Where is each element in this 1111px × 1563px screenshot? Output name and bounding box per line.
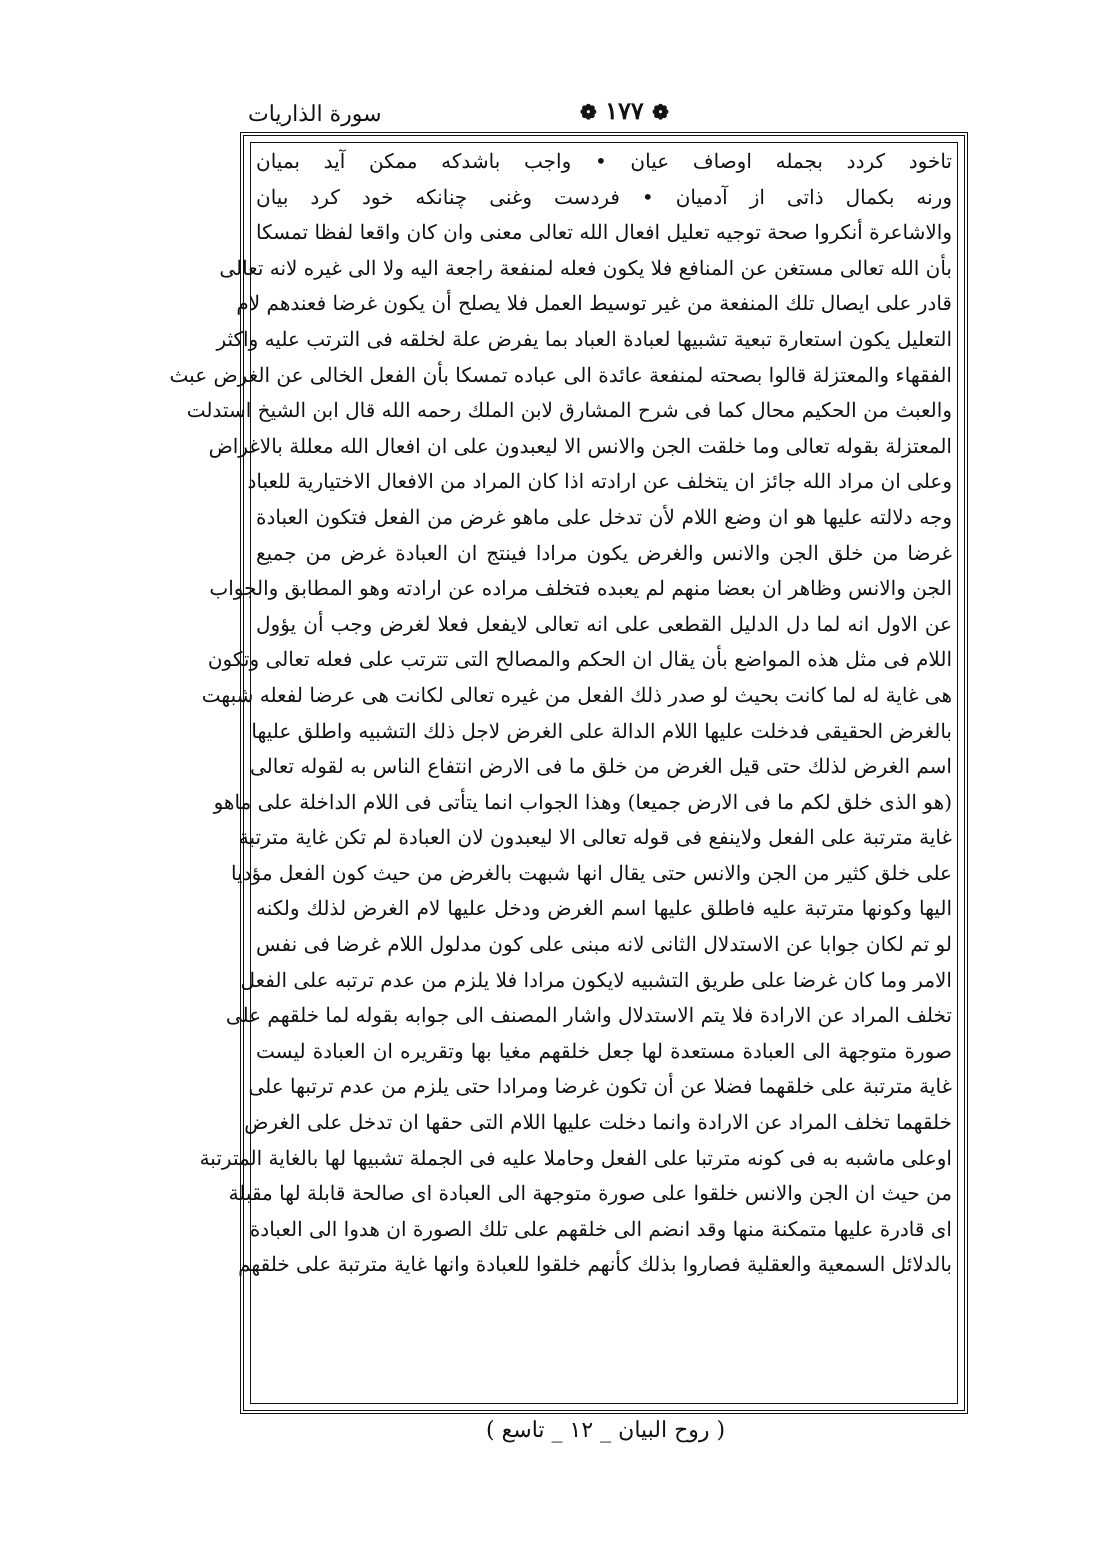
text-line: (هو الذى خلق لكم ما فى الارض جميعا) وهذا الجواب انما يتأتى فى اللام الداخلة على ماهو — [213, 789, 952, 814]
surah-title: سورة الذاريات — [248, 102, 382, 127]
text-line: على خلق كثير من الجن والانس حتى يقال انها شبهت بالغرض من حيث كون الفعل مؤديا — [230, 860, 952, 885]
text-line: اليها وكونها مترتبة عليه فاطلق عليها اسم الغرض ودخل عليها لام الغرض لذلك ولكنه — [256, 896, 952, 921]
poem-line: تاخود كردد بجمله اوصاف عيان • واجب باشدكه ممكن آيد بميان — [256, 149, 952, 173]
text-line: التعليل يكون استعارة تبعية تشبيها لعبادة العباد بما يفرض علة لخلقه فى الترتب عليه واكثر — [216, 326, 952, 351]
page-number-text: ١٧٧ — [605, 96, 644, 125]
text-line: الامر وما كان غرضا على طريق التشبيه لايكون مرادا فلا يلزم من عدم ترتبه على الفعل — [240, 967, 952, 992]
poem-block — [256, 144, 952, 215]
text-line: بأن الله تعالى مستغن عن المنافع فلا يكون فعله لمنفعة راجعة اليه ولا الى غيره لانه تعالى — [219, 255, 952, 280]
text-line: عن الاول انه لما دل الدليل القطعى على انه تعالى لايفعل فعلا لغرض وجب أن يؤول — [256, 611, 952, 636]
text-line: اى قادرة عليها متمكنة منها وقد انضم الى خلقهم على تلك الصورة ان هدوا الى العبادة — [249, 1216, 952, 1241]
text-line: اسم الغرض لذلك حتى قيل الغرض من خلق ما فى الارض انتفاع الناس به لقوله تعالى — [249, 754, 952, 779]
text-frame — [169, 132, 968, 1414]
text-line: لو تم لكان جوابا عن الاستدلال الثانى لانه مبنى على كون مدلول اللام غرضا فى نفس — [256, 932, 952, 957]
page-footer: ( روح البيان _ ١٢ _ تاسع ) — [486, 1418, 726, 1443]
text-line: هى غاية له لما كانت بحيث لو صدر ذلك الفعل من غيره تعالى لكانت هى عرضا لفعله شبهت — [201, 682, 952, 707]
text-line: من حيث ان الجن والانس خلقوا على صورة متوجهة الى العبادة اى صالحة قابلة لها مقبلة — [228, 1181, 952, 1206]
text-line: خلقهما تخلف المراد عن الارادة وانما دخلت عليها اللام التى حقها ان تدخل على الغرض — [244, 1110, 952, 1135]
text-line: الجن والانس وظاهر ان بعضا منهم لم يعبده فتخلف مراده عن ارادته وهو المطابق والجواب — [209, 576, 952, 601]
text-line: غرضا من خلق الجن والانس والغرض يكون مرادا فينتج ان العبادة غرض من جميع — [256, 540, 952, 565]
page-header — [240, 96, 970, 130]
text-line: غاية مترتبة على خلقهما فضلا عن أن تكون غرضا ومرادا حتى يلزم من عدم ترتبها على — [248, 1074, 952, 1099]
body-text — [169, 144, 952, 1283]
text-line: بالغرض الحقيقى فدخلت عليها اللام الدالة على الغرض لاجل ذلك التشبيه واطلق عليها — [251, 718, 952, 743]
text-line: تخلف المراد عن الارادة فلا يتم الاستدلال واشار المصنف الى جوابه بقوله لما خلقهم على — [225, 1003, 952, 1028]
text-line: صورة متوجهة الى العبادة مستعدة لها جعل خلقهم مغيا بها وتقريره ان العبادة ليست — [256, 1038, 952, 1063]
text-line: المعتزلة بقوله تعالى وما خلقت الجن والانس الا ليعبدون على ان افعال الله معللة بالاغراض — [208, 433, 952, 458]
text-line: غاية مترتبة على الفعل ولاينفع فى قوله تعالى الا ليعبدون لان العبادة لم تكن غاية مترتبة — [238, 825, 952, 850]
text-line: قادر على ايصال تلك المنفعة من غير توسيط العمل فلا يصلح أن يكون غرضا فعندهم لام — [236, 291, 952, 316]
prose-block — [169, 215, 952, 1283]
text-line: اللام فى مثل هذه المواضع بأن يقال ان الحكم والمصالح التى تترتب على فعله تعالى وتكون — [207, 647, 952, 672]
text-line: والاشاعرة أنكروا صحة توجيه تعليل افعال الله تعالى معنى وان كان واقعا لفظا تمسكا — [256, 220, 952, 245]
text-line: وعلى ان مراد الله جائز ان يتخلف عن ارادته اذا كان المراد من الافعال الاختيارية للعباد — [247, 469, 952, 494]
poem-line: ورنه بكمال ذاتى از آدميان • فردست وغنى چنانكه خود كرد بيان — [256, 184, 952, 209]
page-number — [580, 96, 669, 125]
text-line: والعبث من الحكيم محال كما فى شرح المشارق لابن الملك رحمه الله قال ابن الشيخ استدلت — [186, 398, 952, 423]
ornament-right-icon: ❁ — [580, 100, 597, 124]
text-line: وجه دلالته عليها هو ان وضع اللام لأن تدخل على ماهو غرض من الفعل فتكون العبادة — [256, 504, 952, 529]
text-line: بالدلائل السمعية والعقلية فصاروا بذلك كأنهم خلقوا للعبادة وانها غاية مترتبة على خلقهم — [238, 1252, 952, 1277]
text-line: اوعلى ماشبه به فى كونه مترتبا على الفعل وحاملا عليه فى الجملة تشبيها لها بالغاية المترتبة — [199, 1145, 952, 1170]
ornament-left-icon: ❁ — [652, 100, 669, 124]
text-line: الفقهاء والمعتزلة قالوا بصحته لمنفعة عائدة الى عباده تمسكا بأن الفعل الخالى عن الغرض عبث — [169, 362, 952, 387]
